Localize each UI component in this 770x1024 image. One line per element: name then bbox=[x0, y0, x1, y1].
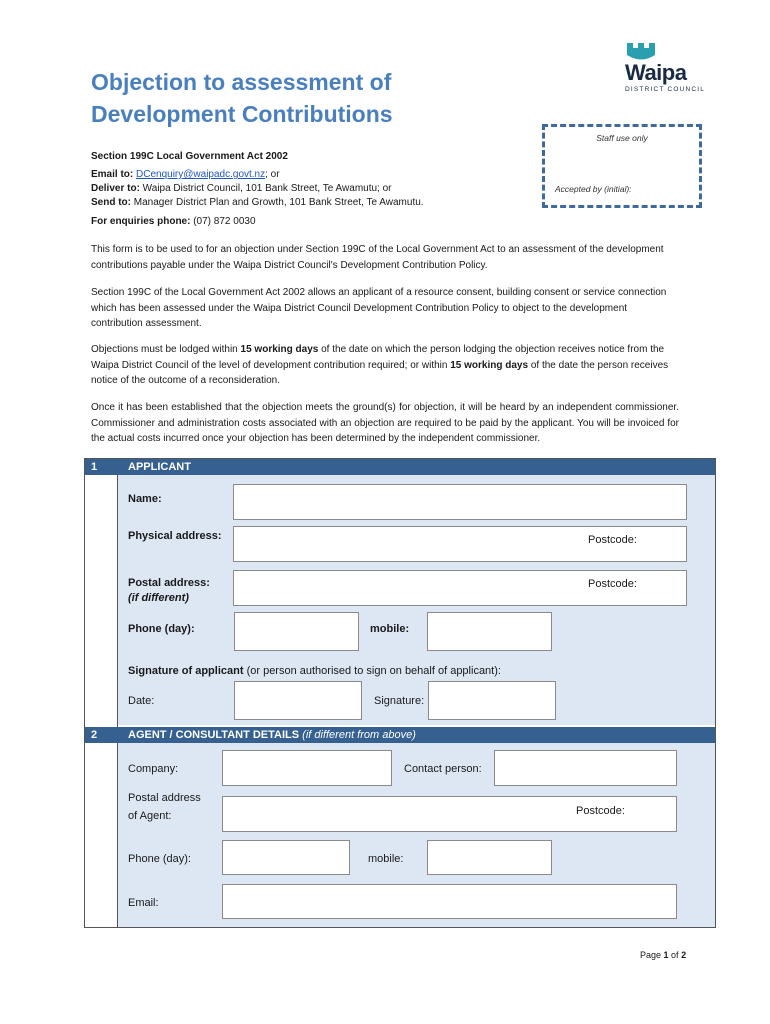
phone-day-input[interactable] bbox=[234, 612, 359, 651]
deadline-text-c: of the date on which the person lodging the objection receives notice from the Waipa District Council of the level of development contribution required; or within bbox=[91, 344, 665, 371]
paragraph-purpose: This form is to be used to for an objection under Section 199C of the Local Government Act to an assessment of the development contributions payable under the Waipa District Council's Development Contribution Policy. bbox=[91, 244, 664, 271]
signature-heading bbox=[128, 665, 501, 677]
deadline-days-2: 15 working days bbox=[450, 359, 529, 371]
physical-postcode-label: Postcode: bbox=[588, 534, 637, 546]
section-2-title-note: (if different from above) bbox=[299, 729, 416, 741]
number-column bbox=[85, 459, 118, 927]
agent-email-label: Email: bbox=[128, 897, 159, 909]
company-input[interactable] bbox=[222, 750, 392, 786]
paragraph-commissioner: Once it has been established that the objection meets the ground(s) for objection, it will be heard by an independent commissioner. Commissioner and administration costs associated with an objection are required to be paid by the applicant. You will be invoiced for the actual costs incurred once your objection has been determined by the independent commissioner. bbox=[91, 402, 679, 444]
staff-use-box bbox=[542, 124, 702, 208]
waipa-logo bbox=[622, 42, 706, 98]
page-word: Page bbox=[640, 950, 664, 960]
page-title bbox=[91, 66, 511, 130]
section-2-title bbox=[128, 727, 416, 743]
agent-phone-input[interactable] bbox=[222, 840, 350, 875]
physical-address-input[interactable] bbox=[233, 526, 687, 562]
paragraph-deadline bbox=[91, 342, 679, 389]
postal-address-input[interactable] bbox=[233, 570, 687, 606]
phone-day-label: Phone (day): bbox=[128, 623, 195, 635]
staff-use-title: Staff use only bbox=[596, 133, 648, 143]
postal-address-note: (if different) bbox=[128, 592, 189, 604]
signature-label: Signature: bbox=[374, 695, 425, 707]
contact-person-label: Contact person: bbox=[404, 763, 482, 775]
date-label: Date: bbox=[128, 695, 155, 707]
deliver-line bbox=[91, 182, 531, 196]
send-line bbox=[91, 196, 541, 210]
agent-mobile-input[interactable] bbox=[427, 840, 552, 875]
title-line-1: Objection to assessment of bbox=[91, 69, 392, 95]
act-reference: Section 199C Local Government Act 2002 bbox=[91, 151, 288, 162]
contact-person-input[interactable] bbox=[494, 750, 677, 786]
agent-postal-input[interactable] bbox=[222, 796, 677, 832]
signature-input[interactable] bbox=[428, 681, 556, 720]
logo-subtitle: DISTRICT COUNCIL bbox=[625, 86, 706, 93]
postal-address-label: Postal address: bbox=[128, 577, 210, 589]
deadline-days-1: 15 working days bbox=[240, 344, 319, 355]
title-line-2: Development Contributions bbox=[91, 101, 393, 127]
objection-form bbox=[84, 458, 716, 928]
deadline-text-a: Objections must be lodged within bbox=[91, 344, 241, 355]
section-1-number: 1 bbox=[91, 461, 98, 473]
section-2-body bbox=[118, 743, 715, 927]
section-2-number: 2 bbox=[91, 729, 98, 741]
section-1-body bbox=[118, 475, 715, 725]
email-link[interactable]: DCenquiry@waipadc.govt.nz bbox=[136, 169, 266, 180]
email-label: Email to: bbox=[91, 169, 134, 180]
agent-postcode-label: Postcode: bbox=[576, 805, 625, 817]
deliver-value: Waipa District Council, 101 Bank Street, Te Awamutu; or bbox=[139, 183, 392, 194]
page-current: 1 bbox=[663, 950, 669, 960]
section-2-title-text: AGENT / CONSULTANT DETAILS bbox=[128, 729, 300, 741]
accepted-by-label: Accepted by (initial): bbox=[555, 184, 632, 194]
logo-mark-icon bbox=[626, 42, 660, 62]
agent-phone-label: Phone (day): bbox=[128, 853, 191, 865]
page-number bbox=[640, 950, 686, 960]
agent-postal-label-2: of Agent: bbox=[128, 810, 172, 822]
date-input[interactable] bbox=[234, 681, 362, 720]
send-label: Send to: bbox=[91, 197, 131, 208]
page-of: of bbox=[668, 950, 682, 960]
postal-postcode-label: Postcode: bbox=[588, 578, 637, 590]
email-suffix: ; or bbox=[265, 169, 280, 180]
mobile-input[interactable] bbox=[427, 612, 552, 651]
agent-mobile-label: mobile: bbox=[368, 853, 404, 865]
section-1-title: APPLICANT bbox=[128, 461, 191, 473]
enquiries-line bbox=[91, 215, 256, 229]
mobile-label: mobile: bbox=[370, 623, 410, 635]
agent-email-input[interactable] bbox=[222, 884, 677, 919]
signature-heading-label: Signature of applicant bbox=[128, 665, 244, 677]
section-2-header bbox=[85, 727, 715, 743]
logo-word: Waipa bbox=[625, 60, 687, 85]
page-total: 2 bbox=[681, 950, 687, 960]
enquiries-label: For enquiries phone: bbox=[91, 216, 191, 227]
email-line bbox=[91, 168, 531, 182]
send-value: Manager District Plan and Growth, 101 Bank Street, Te Awamutu. bbox=[131, 197, 424, 208]
enquiries-phone: (07) 872 0030 bbox=[190, 216, 256, 227]
deliver-label: Deliver to: bbox=[91, 183, 140, 194]
section-1-header bbox=[85, 459, 715, 475]
physical-address-label: Physical address: bbox=[128, 530, 222, 542]
deadline-text-e: of the date the person receives notice of the outcome of a reconsideration. bbox=[91, 359, 669, 386]
agent-postal-label-1: Postal address bbox=[128, 792, 201, 804]
signature-heading-note: (or person authorised to sign on behalf of applicant): bbox=[243, 665, 501, 677]
name-input[interactable] bbox=[233, 484, 687, 520]
paragraph-section-199c: Section 199C of the Local Government Act 2002 allows an applicant of a resource consent, building consent or service connection which has been assessed under the Waipa District Council Development Contribution Policy to object to the development contribution assessment. bbox=[91, 287, 667, 329]
name-label: Name: bbox=[128, 493, 162, 505]
company-label: Company: bbox=[128, 763, 179, 775]
